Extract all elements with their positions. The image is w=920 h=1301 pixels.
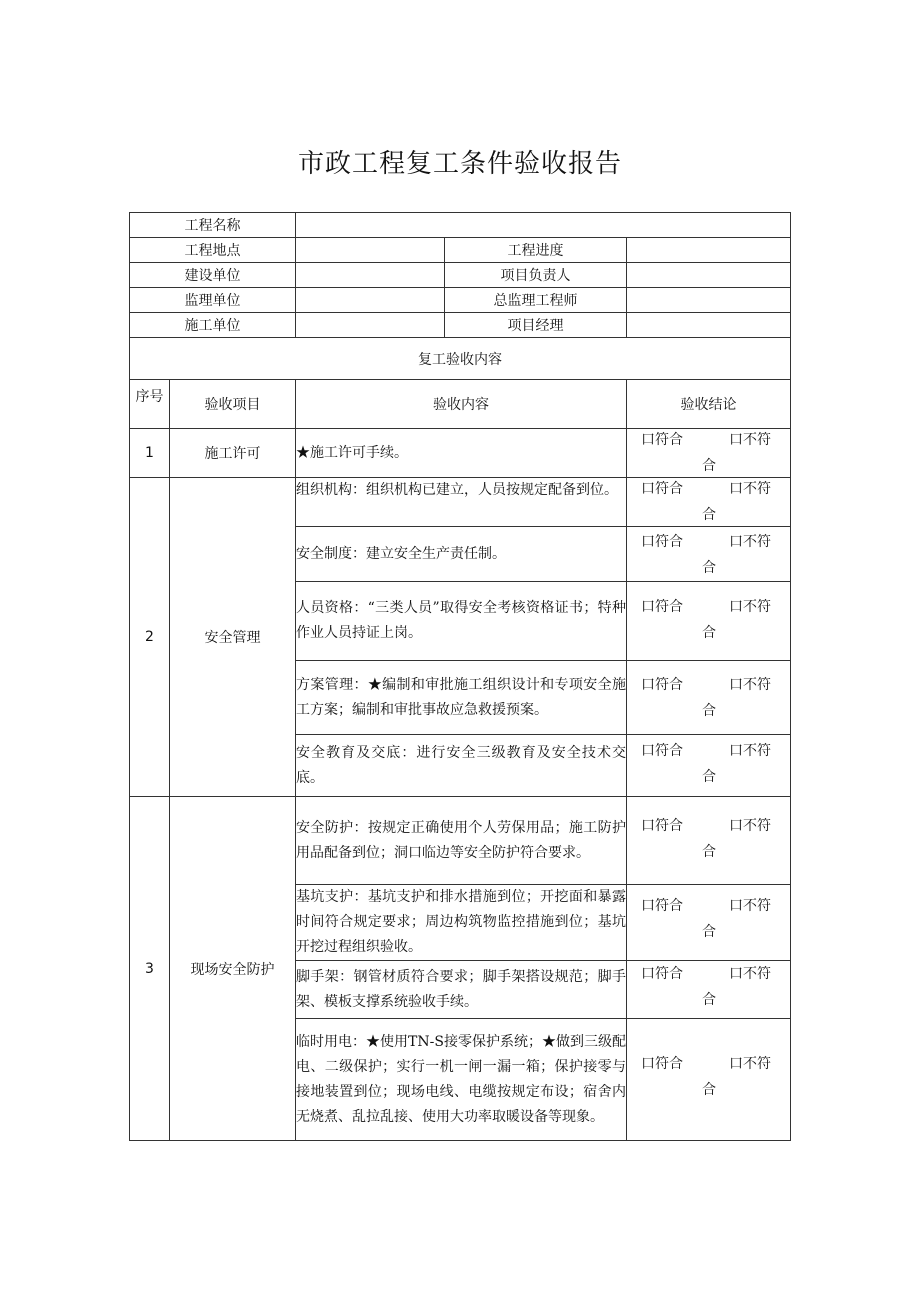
seq-number: 1 (130, 429, 170, 478)
owner-value (296, 263, 445, 288)
fail-checkbox[interactable]: 口不符 (729, 599, 771, 615)
inspection-content: 安全制度：建立安全生产责任制。 (296, 527, 627, 582)
fail-label-tail: 合 (702, 507, 716, 523)
pass-checkbox[interactable]: 口符合 (641, 898, 683, 914)
fail-label-tail: 合 (702, 992, 716, 1008)
conclusion-cell (627, 885, 791, 961)
info-row-location (130, 238, 791, 263)
fail-checkbox[interactable]: 口不符 (729, 481, 771, 497)
inspection-content: 组织机构：组织机构已建立，人员按规定配备到位。 (296, 478, 627, 527)
fail-label-tail: 合 (702, 560, 716, 576)
contractor-value (296, 313, 445, 338)
supervisor-value (296, 288, 445, 313)
project-leader-label: 项目负责人 (445, 263, 627, 288)
pass-checkbox[interactable]: 口符合 (641, 481, 683, 497)
inspection-content: 方案管理：★编制和审批施工组织设计和专项安全施工方案；编制和审批事故应急救援预案。 (296, 661, 627, 735)
seq-number: 2 (130, 478, 170, 797)
fail-checkbox[interactable]: 口不符 (729, 432, 771, 448)
inspection-item: 施工许可 (170, 429, 296, 478)
inspection-content: 人员资格：“三类人员”取得安全考核资格证书；特种作业人员持证上岗。 (296, 582, 627, 661)
fail-label-tail: 合 (702, 625, 716, 641)
contractor-label: 施工单位 (130, 313, 296, 338)
header-content: 验收内容 (296, 380, 627, 429)
progress-value (627, 238, 791, 263)
inspection-content: 临时用电：★使用TN-S接零保护系统；★做到三级配电、二级保护；实行一机一闸一漏一箱；保护接零与接地装置到位；现场电线、电缆按规定布设；宿舍内无烧煮、乱拉乱接、使用大功率取暖设备等现象。 (296, 1019, 627, 1141)
fail-label-tail: 合 (702, 844, 716, 860)
conclusion-cell (627, 1019, 791, 1141)
fail-checkbox[interactable]: 口不符 (729, 898, 771, 914)
inspection-content: 安全教育及交底：进行安全三级教育及安全技术交底。 (296, 735, 627, 797)
header-conclusion: 验收结论 (627, 380, 791, 429)
chief-supervisor-value (627, 288, 791, 313)
table-row (130, 429, 791, 478)
conclusion-cell (627, 478, 791, 527)
info-row-contractor (130, 313, 791, 338)
progress-label: 工程进度 (445, 238, 627, 263)
project-location-label: 工程地点 (130, 238, 296, 263)
inspection-item: 安全管理 (170, 478, 296, 797)
pass-checkbox[interactable]: 口符合 (641, 966, 683, 982)
conclusion-cell (627, 797, 791, 885)
owner-label: 建设单位 (130, 263, 296, 288)
pass-checkbox[interactable]: 口符合 (641, 432, 683, 448)
project-name-value (296, 213, 791, 238)
info-row-owner (130, 263, 791, 288)
pass-checkbox[interactable]: 口符合 (641, 599, 683, 615)
pass-checkbox[interactable]: 口符合 (641, 743, 683, 759)
table-row (130, 797, 791, 885)
fail-checkbox[interactable]: 口不符 (729, 677, 771, 693)
seq-number: 3 (130, 797, 170, 1141)
fail-checkbox[interactable]: 口不符 (729, 1056, 771, 1072)
chief-supervisor-label: 总监理工程师 (445, 288, 627, 313)
acceptance-table (129, 212, 791, 1141)
section-title-row (130, 338, 791, 380)
pass-checkbox[interactable]: 口符合 (641, 677, 683, 693)
fail-checkbox[interactable]: 口不符 (729, 818, 771, 834)
project-location-value (296, 238, 445, 263)
conclusion-cell (627, 582, 791, 661)
fail-checkbox[interactable]: 口不符 (729, 743, 771, 759)
pass-checkbox[interactable]: 口符合 (641, 534, 683, 550)
column-header-row (130, 380, 791, 429)
report-title: 市政工程复工条件验收报告 (297, 149, 622, 179)
conclusion-cell (627, 735, 791, 797)
info-row-project-name (130, 213, 791, 238)
fail-label-tail: 合 (702, 769, 716, 785)
inspection-item: 现场安全防护 (170, 797, 296, 1141)
supervisor-label: 监理单位 (130, 288, 296, 313)
project-name-label: 工程名称 (130, 213, 296, 238)
project-leader-value (627, 263, 791, 288)
fail-label-tail: 合 (702, 703, 716, 719)
fail-label-tail: 合 (702, 1082, 716, 1098)
project-manager-label: 项目经理 (445, 313, 627, 338)
project-manager-value (627, 313, 791, 338)
inspection-content: 脚手架：钢管材质符合要求；脚手架搭设规范；脚手架、模板支撑系统验收手续。 (296, 961, 627, 1019)
conclusion-cell (627, 429, 791, 478)
conclusion-cell (627, 661, 791, 735)
info-row-supervisor (130, 288, 791, 313)
header-item: 验收项目 (170, 380, 296, 429)
header-seq: 序号 (130, 380, 170, 429)
inspection-content: ★施工许可手续。 (296, 429, 627, 478)
pass-checkbox[interactable]: 口符合 (641, 818, 683, 834)
inspection-content: 基坑支护：基坑支护和排水措施到位；开挖面和暴露时间符合规定要求；周边构筑物监控措施到位；基坑开挖过程组织验收。 (296, 885, 627, 961)
pass-checkbox[interactable]: 口符合 (641, 1056, 683, 1072)
fail-label-tail: 合 (702, 924, 716, 940)
fail-checkbox[interactable]: 口不符 (729, 966, 771, 982)
fail-checkbox[interactable]: 口不符 (729, 534, 771, 550)
table-row (130, 478, 791, 527)
section-title: 复工验收内容 (130, 338, 791, 380)
fail-label-tail: 合 (702, 458, 716, 474)
conclusion-cell (627, 961, 791, 1019)
conclusion-cell (627, 527, 791, 582)
inspection-content: 安全防护：按规定正确使用个人劳保用品；施工防护用品配备到位；洞口临边等安全防护符合要求。 (296, 797, 627, 885)
